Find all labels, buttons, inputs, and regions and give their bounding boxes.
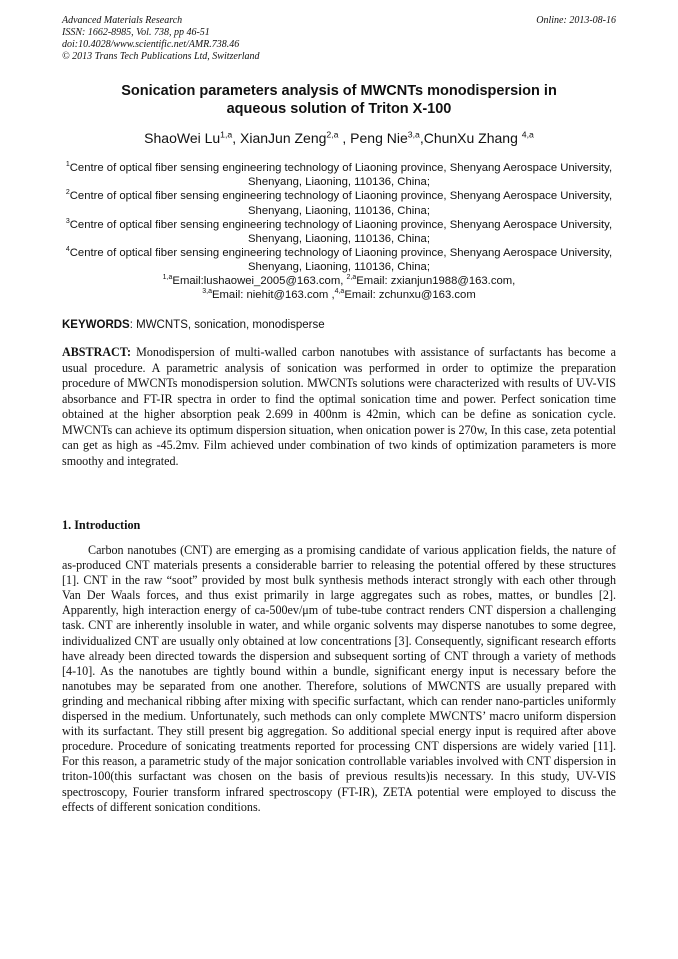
abstract-label: ABSTRACT: (62, 345, 131, 359)
keywords-label: KEYWORDS (62, 319, 130, 331)
author-affil-mark: 3,a (407, 129, 420, 140)
email-line-1 (62, 274, 616, 288)
section-body: Carbon nanotubes (CNT) are emerging as a promising candidate of various application fields, the nature of as-produced CNT materials presents a considerable barrier to releasing the potential offered by these structures [1]. CNT in the raw “soot” provided by most bulk synthesis methods interact strongly with each other through Van Der Waals forces, and thus exist primarily in large aggregates such as robes, mattes, or bundles [2]. Apparently, high interaction energy of ca-500ev/μm of tube-tube contract renders CNT dispersion a challenging task. CNT are inherently insoluble in water, and while organic solvents may disperse nanotubes to some degree, individualized CNT are usually only obtained at low concentrations [3]. Consequently, significant research efforts have already been directed towards the dispersion and subsequent sorting of CNT through a variety of methods [4-10]. As the nanotubes are tightly bound within a bundle, significant energy input is necessary before the nanotubes may be separated from one another. Therefore, solutions of MWCNTS are usually prepared with grinding and mechanical ribbing after mixing with specific surfactant, which can render nano-particles uniformly dispersed in the medium. Unfortunately, such methods can only complete MWCNTS’ macro uniform dispersion with its surfactant. They still present big aggregation. So additional special energy input is required after above procedure. Procedure of sonicating treatments reported for processing CNT dispersions are widely varied [11]. For this reason, a parametric study of the major sonication controllable variables involved with CNT dispersion in triton-100(this surfactant was chosen on the basis of previous results)is necessary. In this study, UV-VIS spectroscopy, Fourier transform infrared spectroscopy (FT-IR), ZETA potential were employed to discuss the effects of different sonication conditions. (62, 543, 616, 814)
section-heading: 1. Introduction (62, 518, 141, 532)
abstract (62, 345, 616, 469)
author-separator: , (338, 130, 351, 146)
author-name: XianJun Zeng (240, 130, 327, 146)
affiliation-text: Centre of optical fiber sensing engineering technology of Liaoning province, Shenyang Aerospace University, Shenyang, Liaoning, 110136, China; (69, 247, 613, 274)
affiliation-mark: 1 (65, 161, 70, 169)
affiliation (62, 246, 616, 274)
email-author-4[interactable]: Email: zchunxu@163.com (344, 289, 476, 302)
author-affil-mark: 1,a (220, 129, 233, 140)
author-name: Peng Nie (350, 130, 408, 146)
paper-title (62, 82, 616, 118)
email-line-2 (62, 288, 616, 302)
affiliation-text: Centre of optical fiber sensing engineering technology of Liaoning province, Shenyang Aerospace University, Shenyang, Liaoning, 110136, China; (69, 190, 613, 217)
journal-doi[interactable]: doi:10.4028/www.scientific.net/AMR.738.46 (62, 39, 240, 50)
keywords-text: : MWCNTS, sonication, monodisperse (129, 319, 325, 331)
title-line-2: aqueous solution of Triton X-100 (226, 101, 452, 117)
journal-header (62, 15, 260, 63)
title-line-1: Sonication parameters analysis of MWCNTs monodispersion in (121, 83, 557, 99)
email-mark: 2,a (346, 274, 357, 282)
email-mark: 1,a (162, 274, 173, 282)
abstract-text: Monodispersion of multi-walled carbon nanotubes with assistance of surfactants has become a usual procedure. A parametric analysis of sonication was performed in order to optimize the preparation procedure of MWCNTs monodispersion solution. MWCNTs solutions were characterized with results of UV-VIS absorbance and FT-IR spectra in order to find the optimal sonication time and power. Perfect sonication time obtained at the higher absorption peak 2.699 in 400nm is 42min, which can be define as sonication cycle. MWCNTs can achieve its optimum dispersion situation, when onication power is 270w, In this case, zeta potential can get as high as -45.2mv. Film achieved under combination of two kinds of optimization parameters is more smoothy and integrated. (62, 345, 616, 468)
affiliation-list (62, 161, 616, 275)
affiliation-mark: 3 (65, 218, 70, 226)
affiliation (62, 161, 616, 189)
author-affil-mark: 4,a (521, 129, 534, 140)
email-author-3[interactable]: Email: niehit@163.com , (211, 289, 335, 302)
journal-name: Advanced Materials Research (62, 15, 183, 26)
author-separator: , (419, 130, 424, 146)
email-block (62, 274, 616, 302)
journal-copyright: © 2013 Trans Tech Publications Ltd, Switzerland (62, 51, 260, 62)
journal-issn: ISSN: 1662-8985, Vol. 738, pp 46-51 (62, 27, 210, 38)
author-name: ShaoWei Lu (144, 130, 221, 146)
email-author-2[interactable]: Email: zxianjun1988@163.com, (356, 275, 516, 287)
email-mark: 3,a (202, 288, 212, 296)
author-name: ChunXu Zhang (423, 130, 522, 146)
affiliation (62, 218, 616, 246)
author-list (62, 129, 616, 147)
affiliation (62, 189, 616, 217)
affiliation-text: Centre of optical fiber sensing engineering technology of Liaoning province, Shenyang Aerospace University, Shenyang, Liaoning, 110136, China; (69, 218, 613, 246)
online-date: Online: 2013-08-16 (536, 15, 616, 26)
affiliation-mark: 2 (65, 189, 70, 197)
author-separator: , (232, 130, 241, 146)
email-mark: 4,a (334, 288, 345, 296)
affiliation-mark: 4 (65, 246, 70, 254)
email-author-1[interactable]: Email:lushaowei_2005@163.com, (172, 275, 347, 287)
affiliation-text: Centre of optical fiber sensing engineering technology of Liaoning province, Shenyang Aerospace University, Shenyang, Liaoning, 110136, China; (69, 162, 613, 189)
author-affil-mark: 2,a (326, 129, 339, 140)
keywords (62, 318, 616, 332)
